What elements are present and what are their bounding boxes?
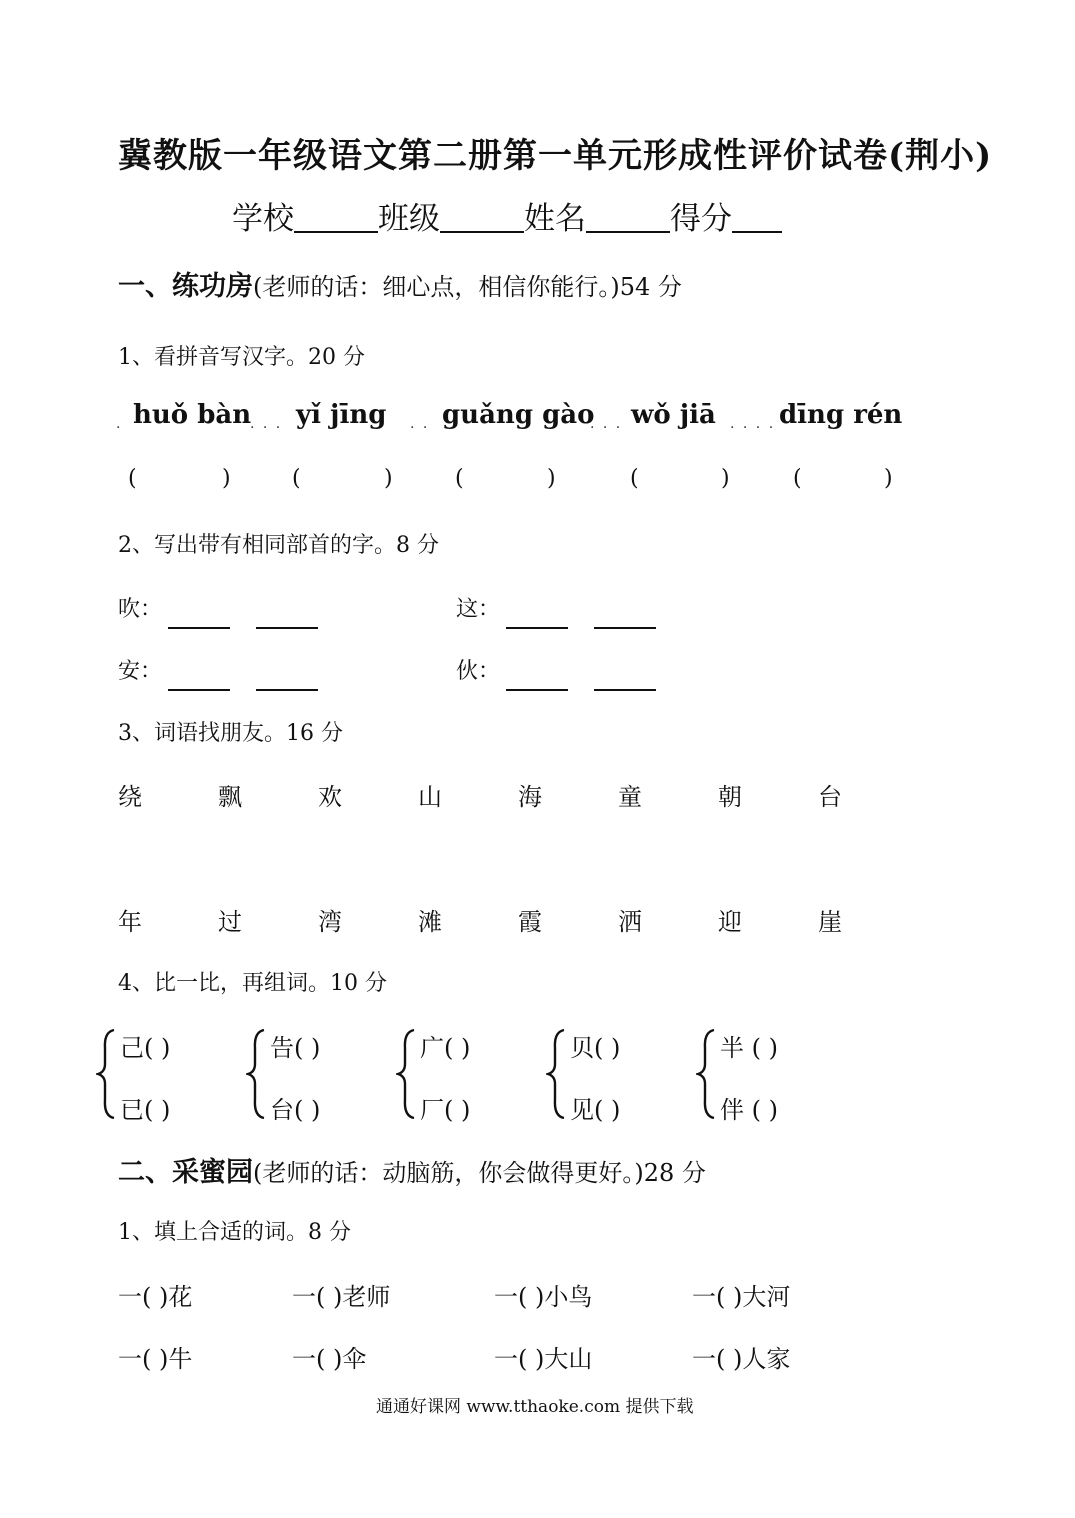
answer-paren-close-2: )	[384, 466, 393, 491]
word-item[interactable]: 童	[618, 783, 642, 811]
curly-brace-icon	[546, 1028, 568, 1120]
dotted-sep: . .	[410, 416, 430, 432]
word-item[interactable]: 洒	[618, 908, 642, 936]
word-item[interactable]: 绕	[118, 783, 142, 811]
radical-item: 伙：	[456, 659, 501, 684]
section2-note: (老师的话：动脑筋，你会做得更好。)28 分	[253, 1159, 706, 1187]
compare-item: 己( )	[120, 1034, 171, 1062]
dotted-sep: . . .	[590, 416, 623, 432]
answer-paren-open-1: (	[128, 466, 137, 491]
pinyin-1: huǒ bàn	[133, 400, 252, 430]
answer-blank[interactable]	[256, 676, 318, 695]
q1-title: 1、看拼音写汉字。20 分	[118, 345, 365, 370]
radical-item: 这：	[456, 597, 501, 622]
word-item[interactable]: 霞	[518, 908, 542, 936]
answer-blank[interactable]	[594, 676, 656, 695]
score-blank[interactable]	[732, 201, 782, 233]
word-item[interactable]: 过	[218, 908, 242, 936]
compare-item: 厂( )	[420, 1096, 471, 1124]
curly-brace-icon	[246, 1028, 268, 1120]
word-item[interactable]: 朝	[718, 783, 742, 811]
pinyin-4: wǒ jiā	[631, 400, 716, 430]
class-blank[interactable]	[440, 201, 524, 233]
pinyin-2: yǐ jīng	[296, 400, 387, 430]
school-label: 学校	[232, 201, 294, 237]
school-blank[interactable]	[294, 201, 378, 233]
radical-item: 吹：	[118, 597, 163, 622]
word-item[interactable]: 台	[818, 783, 842, 811]
fill-item[interactable]: 一( )伞	[292, 1345, 367, 1373]
fill-item[interactable]: 一( )花	[118, 1283, 193, 1311]
word-item[interactable]: 崖	[818, 908, 842, 936]
fill-item[interactable]: 一( )牛	[118, 1345, 193, 1373]
answer-paren-open-5: (	[793, 466, 802, 491]
pinyin-5: dīng rén	[779, 400, 903, 430]
curly-brace-icon	[396, 1028, 418, 1120]
answer-paren-close-3: )	[547, 466, 556, 491]
compare-item: 台( )	[270, 1096, 321, 1124]
fill-item[interactable]: 一( )大河	[692, 1283, 791, 1311]
word-item[interactable]: 迎	[718, 908, 742, 936]
answer-blank[interactable]	[256, 614, 318, 633]
answer-paren-open-4: (	[630, 466, 639, 491]
answer-paren-open-2: (	[292, 466, 301, 491]
word-item[interactable]: 山	[418, 783, 442, 811]
word-item[interactable]: 飘	[218, 783, 242, 811]
footer-credit: 通通好课网 www.tthaoke.com 提供下载	[376, 1397, 694, 1417]
section2-heading-line	[118, 1150, 706, 1189]
class-label: 班级	[378, 201, 440, 237]
fill-item[interactable]: 一( )老师	[292, 1283, 391, 1311]
section1-heading-line	[118, 264, 682, 303]
compare-item: 广( )	[420, 1034, 471, 1062]
section2-heading: 二、采蜜园	[118, 1157, 253, 1188]
pinyin-3: guǎng gào	[442, 400, 595, 430]
answer-paren-open-3: (	[455, 466, 464, 491]
compare-item: 已( )	[120, 1096, 171, 1124]
section1-heading: 一、练功房	[118, 271, 253, 302]
word-item[interactable]: 滩	[418, 908, 442, 936]
answer-paren-close-4: )	[721, 466, 730, 491]
answer-blank[interactable]	[168, 614, 230, 633]
fill-item[interactable]: 一( )大山	[494, 1345, 593, 1373]
word-item[interactable]: 海	[518, 783, 542, 811]
s2q1-title: 1、填上合适的词。8 分	[118, 1220, 351, 1245]
score-label: 得分	[670, 201, 732, 237]
radical-item: 安：	[118, 659, 163, 684]
answer-blank[interactable]	[506, 614, 568, 633]
q3-title: 3、词语找朋友。16 分	[118, 721, 343, 746]
compare-item: 见( )	[570, 1096, 621, 1124]
answer-blank[interactable]	[168, 676, 230, 695]
dotted-lead: .	[116, 416, 123, 432]
section1-note: (老师的话：细心点，相信你能行。)54 分	[253, 273, 682, 301]
word-item[interactable]: 湾	[318, 908, 342, 936]
answer-blank[interactable]	[506, 676, 568, 695]
answer-paren-close-5: )	[884, 466, 893, 491]
student-info-line	[232, 193, 782, 238]
compare-item: 贝( )	[570, 1034, 621, 1062]
curly-brace-icon	[696, 1028, 718, 1120]
fill-item[interactable]: 一( )小鸟	[494, 1283, 593, 1311]
dotted-sep: . . . .	[730, 416, 776, 432]
q4-title: 4、比一比，再组词。10 分	[118, 971, 387, 996]
word-item[interactable]: 欢	[318, 783, 342, 811]
compare-item: 告( )	[270, 1034, 321, 1062]
answer-paren-close-1: )	[222, 466, 231, 491]
answer-blank[interactable]	[594, 614, 656, 633]
page-title: 冀教版一年级语文第二册第一单元形成性评价试卷(荆小)	[118, 136, 993, 176]
name-label: 姓名	[524, 201, 586, 237]
compare-item: 半 ( )	[720, 1034, 778, 1062]
name-blank[interactable]	[586, 201, 670, 233]
word-item[interactable]: 年	[118, 908, 142, 936]
fill-item[interactable]: 一( )人家	[692, 1345, 791, 1373]
q2-title: 2、写出带有相同部首的字。8 分	[118, 533, 439, 558]
dotted-sep: . . .	[250, 416, 283, 432]
compare-item: 伴 ( )	[720, 1096, 778, 1124]
curly-brace-icon	[96, 1028, 118, 1120]
